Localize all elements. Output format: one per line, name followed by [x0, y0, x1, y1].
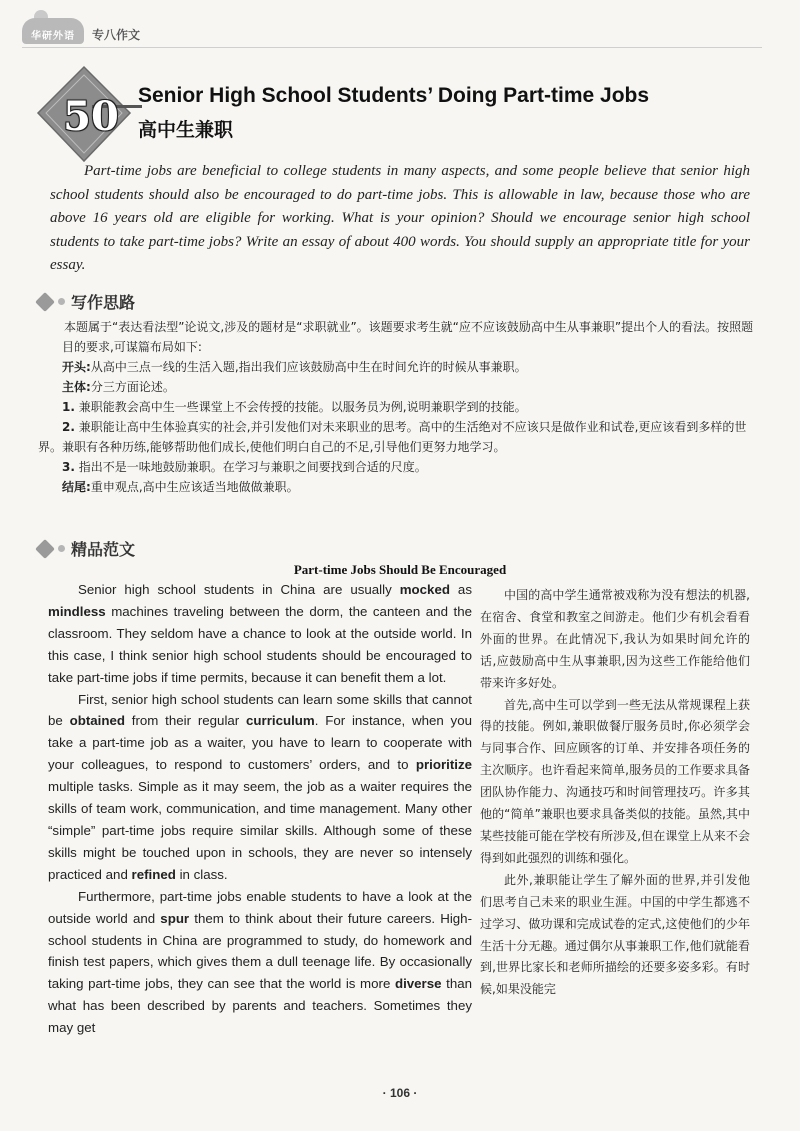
ending-text: 重申观点,高中生应该适当地做做兼职。: [90, 480, 299, 494]
outline-opening: [62, 357, 758, 377]
page-number: · 106 ·: [382, 1086, 418, 1100]
vocabulary-word: spur: [160, 910, 190, 926]
vocabulary-word: prioritize: [415, 757, 472, 773]
essay-text: multiple tasks. Simple as it may seem, the job as a waiter requires the skills of team work, communication, and time management. Many other “simple” part-time jobs require similar skills. Although some of these skills might be touched upon in schools, they are never so intensely practiced and: [48, 779, 472, 882]
outline-ending: [62, 477, 758, 497]
essay-text: them to think about their future careers. High-school students in China are programmed to study, do homework and finish test papers, which gives them a dull teenage life. By occasionally taking part-time jobs, they can see that the world is more: [48, 910, 473, 992]
essay-number-badge: [36, 65, 146, 165]
diamond-bullet-icon: [35, 292, 55, 312]
outline-point-1: [62, 397, 758, 417]
essay-text: First, senior high school students can learn some skills that cannot be: [48, 691, 472, 729]
point-number: 1.: [62, 400, 75, 414]
point-text: 指出不是一味地鼓励兼职。在学习与兼职之间要找到合适的尺度。: [78, 460, 427, 474]
essay-text: machines traveling between the dorm, the canteen and the classroom. They seldom have a chance to look at the outside world. In this case, I think senior high school students should be encouraged to take part-time jobs if time permits, because it can benefit them a lot.: [48, 603, 472, 685]
outline-body: [62, 377, 758, 397]
heading-text: 精品范文: [71, 540, 136, 559]
ending-label: 结尾:: [62, 480, 91, 494]
essay-text: . For instance, when you take a part-time job as a waiter, you have to learn to cooperate with your colleagues, to respond to customers’ orders, and to: [48, 713, 472, 773]
essay-text: from their regular: [125, 713, 247, 729]
model-essay-title: Part-time Jobs Should Be Encouraged: [293, 562, 507, 577]
header-divider: [22, 47, 762, 48]
vocabulary-word: refined: [131, 866, 176, 882]
essay-text: as: [449, 582, 472, 597]
point-text: 兼职能教会高中生一些课堂上不会传授的技能。以服务员为例,说明兼职学到的技能。: [78, 400, 527, 414]
opening-label: 开头:: [62, 360, 91, 374]
essay-prompt: Part-time jobs are beneficial to college students in many aspects, and some people believe that senior high school students should also be encouraged to do part-time jobs. This is allowable in law, because those who are above 16 years old are eligible for working. What is your opinion? Should we encourage senior high school students to take part-time jobs? Write an essay of about 400 words. You should supply an appropriate title for your essay.: [50, 163, 750, 273]
essay-title-chinese: 高中生兼职: [138, 119, 234, 141]
model-essay-translation: [480, 585, 750, 1001]
translation-paragraph: 此外,兼职能让学生了解外面的世界,并引发他们思考自己未来的职业生涯。中国的中学生都逃不过学习、做功课和完成试卷的定式,这使他们的少年生活十分无趣。通过偶尔从事兼职工作,他们就能看到,世界比家长和老师所描绘的还要多姿多彩。有时候,如果没能完: [480, 872, 750, 997]
essay-paragraph: [48, 886, 472, 1039]
essay-number: 50: [63, 93, 119, 140]
model-essay-heading: [38, 537, 135, 560]
essay-text: Senior high school students in China are usually: [78, 582, 400, 597]
point-number: 2.: [62, 420, 75, 434]
writing-ideas-outline: [38, 317, 758, 497]
opening-text: 从高中三点一线的生活入题,指出我们应该鼓励高中生在时间允许的时候从事兼职。: [90, 360, 527, 374]
essay-text: in class.: [175, 866, 228, 882]
body-label: 主体:: [62, 380, 91, 394]
vocabulary-word: obtained: [69, 713, 125, 729]
translation-paragraph: 中国的高中学生通常被戏称为没有想法的机器,在宿舍、食堂和教室之间游走。他们少有机会看看外面的世界。在此情况下,我认为如果时间允许的话,应鼓励高中生从事兼职,因为这些工作能给他们带来许多好处。: [480, 588, 750, 690]
logo-text: 华研外语: [31, 31, 75, 42]
vocabulary-word: mindless: [48, 603, 106, 619]
point-text: 兼职能让高中生体验真实的社会,并引发他们对未来职业的思考。高中的生活绝对不应该只是做作业和试卷,更应该看到多样的世界。兼职有各种历练,能够帮助他们成长,使他们明白自己的不足,引导他们更努力地学习。: [38, 420, 747, 454]
vocabulary-word: curriculum: [246, 713, 315, 729]
essay-paragraph: [48, 689, 472, 886]
dot-bullet-icon: [58, 545, 65, 552]
point-number: 3.: [62, 460, 75, 474]
essay-paragraph: [48, 579, 472, 689]
essay-title-english: Senior High School Students’ Doing Part-time Jobs: [138, 84, 650, 107]
vocabulary-word: diverse: [394, 976, 442, 992]
outline-point-2: [38, 417, 758, 457]
publisher-logo: [22, 18, 84, 44]
heading-text: 写作思路: [71, 293, 136, 312]
model-essay-english: [48, 579, 472, 1039]
essay-text: Furthermore, part-time jobs enable students to have a look at the outside world and: [48, 888, 472, 926]
diamond-bullet-icon: [35, 539, 55, 559]
outline-intro: 本题属于“表达看法型”论说文,涉及的题材是“求职就业”。该题要求考生就“应不应该鼓励高中生从事兼职”提出个人的看法。按照题目的要求,可谋篇布局如下:: [62, 320, 754, 354]
outline-point-3: [62, 457, 758, 477]
writing-ideas-heading: [38, 290, 135, 313]
vocabulary-word: mocked: [399, 582, 450, 597]
section-tag: 专八作文: [92, 28, 141, 42]
body-text: 分三方面论述。: [90, 380, 175, 394]
essay-text: than what has been described by parents and teachers. Sometimes they may get: [48, 976, 473, 1036]
translation-paragraph: 首先,高中生可以学到一些无法从常规课程上获得的技能。例如,兼职做餐厅服务员时,你必须学会与同事合作、回应顾客的订单、并安排各项任务的主次顺序。也许看起来简单,服务员的工作要求具备团队协作能力、沟通技巧和时间管理技巧。许多其他的“简单”兼职也要求具备类似的技能。虽然,其中某些技能可能在学校有所涉及,但在课堂上从来不会得到如此强烈的训练和强化。: [480, 697, 750, 865]
dot-bullet-icon: [58, 298, 65, 305]
